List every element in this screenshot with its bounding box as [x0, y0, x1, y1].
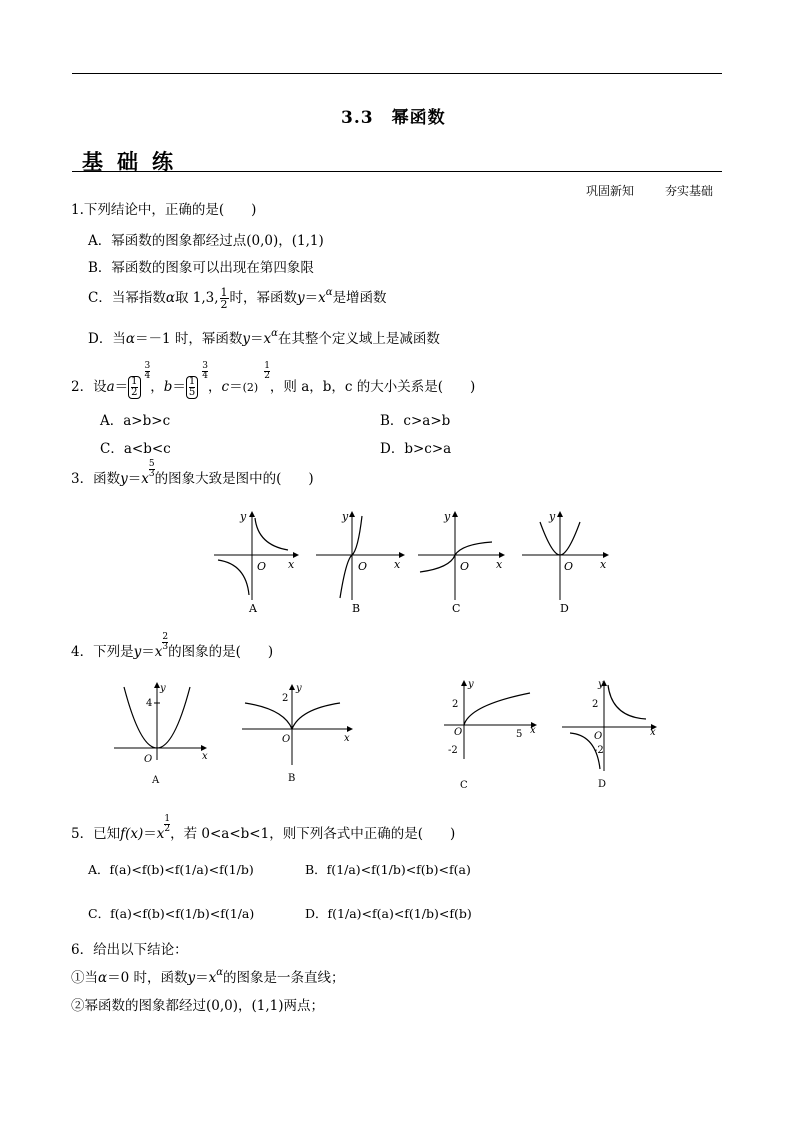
q2-b-var: b: [163, 379, 173, 395]
q2-a-var: a: [106, 379, 115, 395]
q1-d-var: α: [125, 331, 135, 347]
q2-option-a: A．a>b>c: [100, 413, 171, 429]
q2-b-base: [186, 376, 198, 399]
q5-eq: ＝: [143, 826, 157, 842]
q4-a-x: x: [202, 751, 208, 762]
q4-b-y: y: [296, 683, 302, 694]
q3-a-o: O: [257, 560, 267, 573]
page-title: 3.3 幂函数: [341, 108, 446, 128]
q1-d-mid: ＝－1 时，幂函数: [134, 331, 243, 347]
q3-x: x: [141, 471, 149, 487]
q4-d-o: O: [594, 731, 603, 742]
q1-d-eq: ＝: [249, 331, 264, 347]
section-rule: [72, 171, 722, 172]
q4-c-o: O: [454, 727, 463, 738]
q3-exp-n: 5: [148, 459, 155, 469]
q4-label-d: D: [598, 779, 607, 790]
q4-d-tick-y: 2: [592, 699, 599, 710]
q6-i1-var: α: [98, 970, 108, 986]
q4-c-tick-x: 5: [516, 729, 523, 740]
q1-c-sup: α: [325, 287, 333, 298]
q1-c-frac-d: 2: [220, 298, 228, 311]
q1-c-end: 是增函数: [332, 290, 387, 306]
q4-eq: ＝: [141, 644, 155, 660]
q1-d-func: y: [242, 331, 250, 347]
q2-b-ed: 4: [202, 371, 209, 381]
q1-stem: 1.下列结论中，正确的是( ): [71, 202, 257, 218]
q2-tail: ，则 a，b，c 的大小关系是( ): [269, 379, 476, 395]
q1-d-prefix: D．当: [88, 331, 126, 347]
q1-c-func: y: [297, 290, 305, 306]
q5-x: x: [156, 826, 165, 842]
q4-c-x: x: [530, 725, 536, 736]
q2-eq-b: ＝: [172, 379, 186, 395]
q4-x: x: [154, 644, 163, 660]
q3-suffix: 的图象大致是图中的( ): [154, 471, 314, 487]
q2-a-base: [128, 376, 140, 399]
q3-label-b: B: [352, 602, 361, 615]
q5-exp: [164, 815, 170, 834]
q4-exp-d: 3: [162, 642, 169, 652]
q6-item2: ②幂函数的图象都经过(0,0)，(1,1)两点；: [71, 998, 325, 1014]
q2-eq-c: ＝: [229, 379, 243, 395]
q4-c-tick-y: 2: [452, 699, 459, 710]
q6-i1-x: x: [208, 970, 217, 986]
q1-option-a: A．幂函数的图象都经过点(0,0)，(1,1): [88, 233, 324, 249]
q3-b-y: y: [342, 510, 349, 523]
q3-c-y: y: [444, 510, 451, 523]
q2-comma2: ，: [208, 379, 222, 395]
q3-d-o: O: [564, 560, 574, 573]
q4-c-tick-yneg: -2: [448, 745, 458, 756]
q3-d-x: x: [600, 558, 607, 571]
q1-option-b: B．幂函数的图象可以出现在第四象限: [88, 260, 314, 276]
q1-d-x: x: [263, 331, 272, 347]
q4-exp-n: 2: [162, 632, 169, 642]
q3-stem: [71, 459, 314, 489]
top-rule: [72, 73, 722, 74]
q3-exp-d: 3: [148, 469, 155, 479]
q3-b-x: x: [394, 558, 401, 571]
q3-label-a: A: [249, 602, 257, 615]
q2-a-bn: 1: [131, 376, 138, 387]
q1-c-prefix: C．当幂指数: [88, 290, 166, 306]
q5-exp-d: 2: [164, 824, 171, 834]
q2-b-bd: 5: [188, 387, 196, 398]
q4-suffix: 的图象的是( ): [168, 644, 274, 660]
q3-label-d: D: [560, 602, 569, 615]
q2-a-exp: [145, 362, 151, 381]
q1-c-eq: ＝: [304, 290, 319, 306]
sub-left: 巩固新知: [586, 184, 635, 198]
q3-c-x: x: [496, 558, 503, 571]
q2-c-exp: [264, 362, 270, 381]
q4-label-a: A: [152, 775, 160, 786]
sub-right: 夯实基础: [665, 184, 714, 198]
q3-figures: [200, 500, 620, 620]
q4-d-tick-yneg: -2: [594, 745, 604, 756]
q2-c-base: (2): [242, 381, 259, 394]
q5-option-c: C．f(a)<f(b)<f(1/b)<f(1/a): [88, 906, 255, 921]
q4-d-y: y: [598, 679, 604, 690]
q5-option-a: A．f(a)<f(b)<f(1/a)<f(1/b): [88, 862, 254, 877]
q2-b-exp: [202, 362, 208, 381]
q4-func: y: [133, 644, 142, 660]
q6-i1-mid: ＝0 时，函数: [107, 970, 188, 986]
q4-figures: [100, 675, 670, 795]
q1-c-mid: 取 1,3,: [174, 290, 219, 306]
q5-option-d: D．f(1/a)<f(a)<f(1/b)<f(b): [305, 906, 472, 921]
q3-prefix: 3．函数: [71, 471, 121, 487]
q5-option-b: B．f(1/a)<f(1/b)<f(b)<f(a): [305, 862, 471, 877]
q2-comma1: ，: [150, 379, 164, 395]
q1-c-var: α: [165, 290, 175, 306]
q3-a-y: y: [240, 510, 247, 523]
q4-label-b: B: [288, 773, 296, 784]
q2-a-en: 3: [144, 361, 151, 371]
q6-i1-func: y: [187, 970, 196, 986]
q2-c-en: 1: [264, 361, 270, 371]
q3-c-o: O: [460, 560, 470, 573]
q2-b-bn: 1: [188, 376, 196, 387]
q4-b-o: O: [282, 734, 291, 745]
q5-stem: [71, 814, 456, 844]
q4-stem: [71, 632, 274, 662]
q4-graph-a: [114, 683, 208, 786]
q3-b-o: O: [358, 560, 368, 573]
q2-stem: [71, 361, 476, 403]
q3-d-y: y: [549, 510, 556, 523]
q6-i1-prefix: ①当: [71, 970, 98, 986]
q1-c-frac-n: 1: [220, 286, 228, 299]
q3-func: y: [120, 471, 128, 487]
q4-a-o: O: [144, 754, 153, 765]
q4-b-x: x: [344, 733, 350, 744]
q4-graph-d: [562, 679, 656, 790]
q4-prefix: 4．下列是: [71, 644, 134, 660]
q2-a-bd: 2: [131, 387, 138, 398]
q1-d-end: 在其整个定义域上是减函数: [277, 331, 440, 347]
q2-prefix: 2．设: [71, 379, 107, 395]
q6-i1-sup: α: [216, 967, 224, 978]
q1-option-d: [88, 327, 440, 347]
q3-graph-c: [418, 510, 504, 615]
q3-graph-b: [316, 510, 404, 615]
q5-tail: ，若 0<a<b<1，则下列各式中正确的是( ): [170, 826, 456, 842]
q2-b-en: 3: [202, 361, 209, 371]
q4-label-c: C: [460, 780, 468, 791]
q2-a-ed: 4: [144, 371, 151, 381]
q2-eq-a: ＝: [114, 379, 129, 395]
q6-i1-eq: ＝: [195, 970, 209, 986]
q2-c-var: c: [221, 379, 230, 395]
q1-c-x: x: [318, 290, 326, 306]
q3-graph-a: [214, 510, 298, 615]
q4-exp: [162, 633, 168, 652]
q6-stem: 6．给出以下结论：: [71, 942, 188, 958]
q1-d-sup: α: [271, 328, 278, 339]
q2-option-c: C．a<b<c: [100, 441, 171, 457]
q2-c-ed: 2: [264, 371, 270, 381]
q1-c-after: 时，幂函数: [229, 290, 298, 306]
q4-a-y: y: [160, 683, 166, 694]
q6-i1-end: 的图象是一条直线；: [223, 970, 345, 986]
q5-exp-n: 1: [164, 814, 171, 824]
q3-a-x: x: [288, 558, 295, 571]
q4-graph-b: [242, 683, 352, 784]
q5-prefix: 5．已知: [71, 826, 121, 842]
q6-item1: [71, 969, 345, 989]
q5-fx: f(x): [120, 826, 144, 842]
q4-a-tick: 4: [146, 698, 153, 709]
section-heading: 基础练: [82, 149, 187, 174]
q4-graph-c: [444, 679, 536, 791]
q4-d-x: x: [650, 727, 656, 738]
q3-graph-d: [522, 510, 608, 615]
q3-exp: [149, 460, 155, 479]
q2-option-d: D．b>c>a: [380, 441, 452, 457]
q3-label-c: C: [452, 602, 461, 615]
q2-option-b: B．c>a>b: [380, 413, 451, 429]
q3-eq: ＝: [127, 471, 142, 487]
q4-b-tick: 2: [282, 693, 289, 704]
q1-c-frac: [220, 287, 229, 310]
q4-c-y: y: [468, 679, 474, 690]
q1-option-c: [88, 286, 387, 310]
